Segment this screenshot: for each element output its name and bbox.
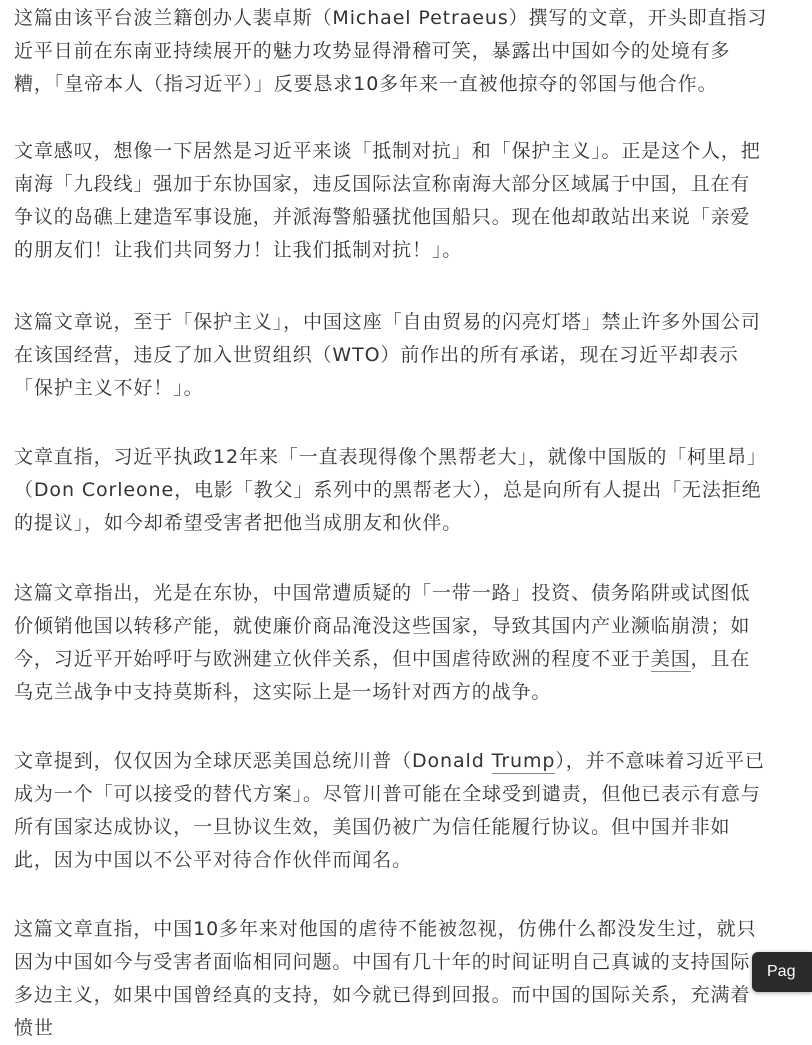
article-paragraph xyxy=(14,577,768,709)
page-navigation-tab[interactable]: Pag xyxy=(752,952,812,992)
article-paragraph: 这篇文章直指，中国10多年来对他国的虐待不能被忽视，仿佛什么都没发生过，就只因为中国如今与受害者面临相同问题。中国有几十年的时间证明自己真诚的支持国际多边主义，如果中国曾经真的支持，如今就已得到回报。而中国的国际关系，充满着愤世 xyxy=(14,918,757,1039)
paragraph-text-before-link: 这篇文章指出，光是在东协，中国常遭质疑的「一带一路」投资、债务陷阱或试图低价倾销他国以转移产能，就使廉价商品淹没这些国家，导致其国内产业濒临崩溃；如今，习近平开始呼吁与欧洲建立伙伴关系，但中国虐待欧洲的程度不亚于 xyxy=(14,582,751,670)
paragraph-text-before-link: 文章提到，仅仅因为全球厌恶美国总统川普（Donald xyxy=(14,750,492,772)
paragraph-text-after-link: ），并不意味着习近平已成为一个「可以接受的替代方案」。尽管川普可能在全球受到谴责，但他已表示有意与所有国家达成协议，一旦协议生效，美国仍被广为信任能履行协议。但中国并非如此，因为中国以不公平对待合作伙伴而闻名。 xyxy=(14,750,765,871)
article-paragraph: 文章直指，习近平执政12年来「一直表现得像个黑帮老大」，就像中国版的「柯里昂」（Don Corleone，电影「教父」系列中的黑帮老大），总是向所有人提出「无法拒绝的提议」，如今却希望受害者把他当成朋友和伙伴。 xyxy=(14,446,767,534)
article-paragraph: 这篇由该平台波兰籍创办人裴卓斯（Michael Petraeus）撰写的文章，开头即直指习近平日前在东南亚持续展开的魅力攻势显得滑稽可笑，暴露出中国如今的处境有多糟，「皇帝本人（指习近平）」反要恳求10多年来一直被他掠夺的邻国与他合作。 xyxy=(14,7,768,95)
article-paragraph xyxy=(14,745,768,877)
tag-link-trump[interactable]: Trump xyxy=(491,750,556,772)
article-paragraph: 这篇文章说，至于「保护主义」，中国这座「自由贸易的闪亮灯塔」禁止许多外国公司在该国经营，违反了加入世贸组织（WTO）前作出的所有承诺，现在习近平却表示「保护主义不好！」。 xyxy=(14,311,761,399)
tag-link-usa[interactable]: 美国 xyxy=(650,648,691,670)
paragraph-text-after-link: ，且在乌克兰战争中支持莫斯科，这实际上是一场针对西方的战争。 xyxy=(14,648,751,703)
article-paragraph: 文章感叹，想像一下居然是习近平来谈「抵制对抗」和「保护主义」。正是这个人，把南海「九段线」强加于东协国家，违反国际法宣称南海大部分区域属于中国，且在有争议的岛礁上建造军事设施，并派海警船骚扰他国船只。现在他却敢站出来说「亲爱的朋友们！让我们共同努力！让我们抵制对抗！」。 xyxy=(14,140,761,261)
